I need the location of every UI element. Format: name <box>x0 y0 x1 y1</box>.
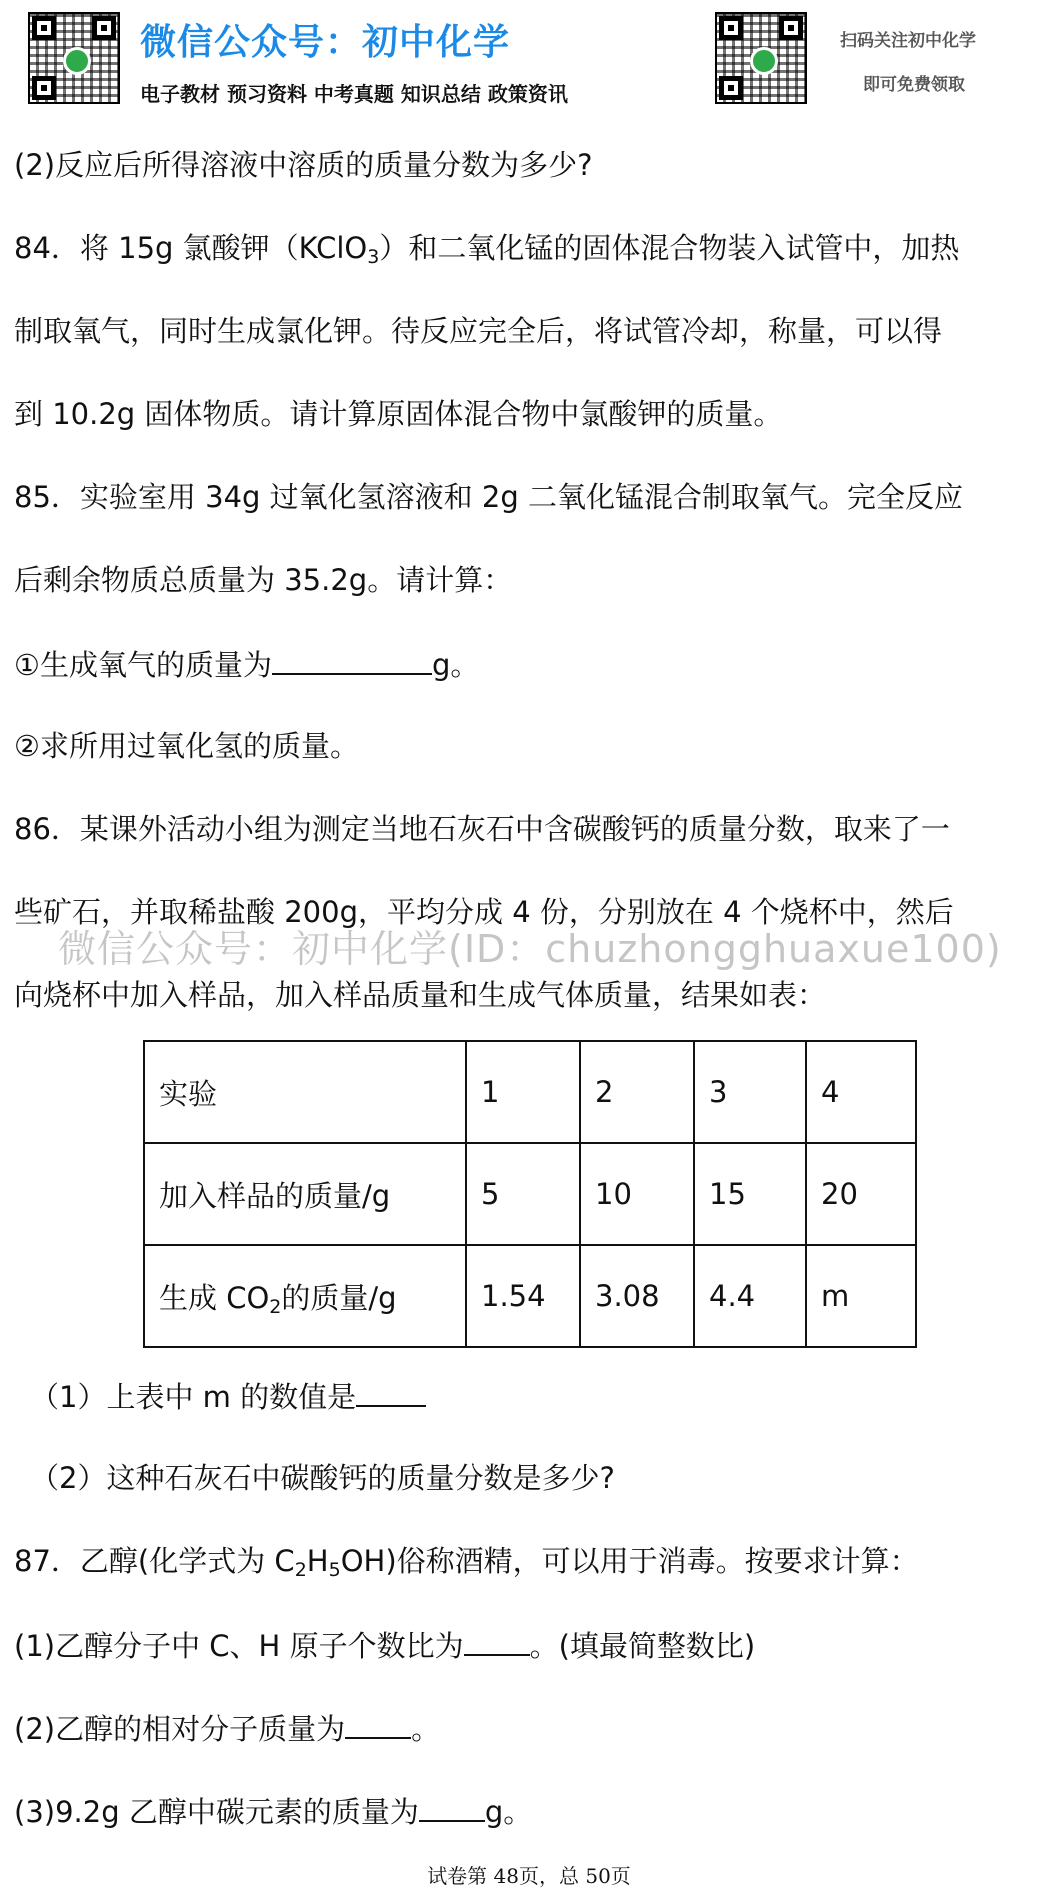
q87-part1: (1)乙醇分子中 C、H 原子个数比为 。(填最简整数比) <box>14 1624 755 1666</box>
table-cell: 4.4 <box>694 1245 806 1347</box>
q83-part2: (2)反应后所得溶液中溶质的质量分数为多少? <box>14 148 593 182</box>
answer-blank <box>356 1375 426 1407</box>
qr-code-right <box>715 12 807 104</box>
table-cell: 20 <box>806 1143 916 1245</box>
table-cell: 15 <box>694 1143 806 1245</box>
table-cell: 2 <box>580 1041 694 1143</box>
answer-blank <box>464 1624 530 1656</box>
qr-code-left <box>28 12 120 104</box>
q85-line1: 85．实验室用 34g 过氧化氢溶液和 2g 二氧化锰混合制取氧气。完全反应 <box>14 480 963 514</box>
q87-part2: (2)乙醇的相对分子质量为 。 <box>14 1707 440 1749</box>
table-cell: m <box>806 1245 916 1347</box>
results-table <box>143 1040 917 1348</box>
q84-line1: 84．将 15g 氯酸钾（KClO$_3$）和二氧化锰的固体混合物装入试管中，加热 <box>14 231 960 268</box>
table-cell: 3.08 <box>580 1245 694 1347</box>
table-row <box>144 1245 916 1347</box>
table-cell: 4 <box>806 1041 916 1143</box>
header-subtitle: 电子教材 预习资料 中考真题 知识总结 政策资讯 <box>140 82 568 106</box>
q86-line3: 向烧杯中加入样品，加入样品质量和生成气体质量，结果如表： <box>14 978 827 1012</box>
table-cell: 加入样品的质量/g <box>144 1143 466 1245</box>
table-cell: 生成 $CO_2$的质量/g <box>144 1245 466 1347</box>
table-cell: 5 <box>466 1143 580 1245</box>
q86-part2: （2）这种石灰石中碳酸钙的质量分数是多少? <box>30 1461 615 1495</box>
answer-blank <box>345 1707 411 1739</box>
q85-part2: ②求所用过氧化氢的质量。 <box>14 729 359 763</box>
q84-line2: 制取氧气，同时生成氯化钾。待反应完全后，将试管冷却，称量，可以得 <box>14 314 943 348</box>
q85-part1: ①生成氧气的质量为 g。 <box>14 643 479 685</box>
table-row <box>144 1041 916 1143</box>
q87-part3: (3)9.2g 乙醇中碳元素的质量为 g。 <box>14 1790 532 1832</box>
q85-line2: 后剩余物质总质量为 35.2g。请计算： <box>14 563 513 597</box>
q86-line2: 些矿石，并取稀盐酸 200g，平均分成 4 份，分别放在 4 个烧杯中，然后 <box>14 895 954 929</box>
table-cell: 1.54 <box>466 1245 580 1347</box>
q84-line3: 到 10.2g 固体物质。请计算原固体混合物中氯酸钾的质量。 <box>14 397 783 431</box>
q87-line1: 87．乙醇(化学式为 $C_2H_5OH$)俗称酒精，可以用于消毒。按要求计算： <box>14 1544 919 1581</box>
header-right-line1: 扫码关注初中化学 <box>840 31 976 51</box>
q86-part1: （1）上表中 m 的数值是 <box>30 1375 426 1417</box>
answer-blank <box>272 643 432 675</box>
q86-line1: 86．某课外活动小组为测定当地石灰石中含碳酸钙的质量分数，取来了一 <box>14 812 950 846</box>
header-title: 微信公众号：初中化学 <box>140 22 511 63</box>
table-cell: 实验 <box>144 1041 466 1143</box>
table-cell: 3 <box>694 1041 806 1143</box>
table-cell: 10 <box>580 1143 694 1245</box>
page-footer: 试卷第 48页，总 50页 <box>427 1864 631 1888</box>
table-cell: 1 <box>466 1041 580 1143</box>
answer-blank <box>419 1790 485 1822</box>
watermark: 微信公众号：初中化学(ID：chuzhongghuaxue100) <box>58 927 1002 971</box>
table-row <box>144 1143 916 1245</box>
header-right-line2: 即可免费领取 <box>863 75 965 95</box>
